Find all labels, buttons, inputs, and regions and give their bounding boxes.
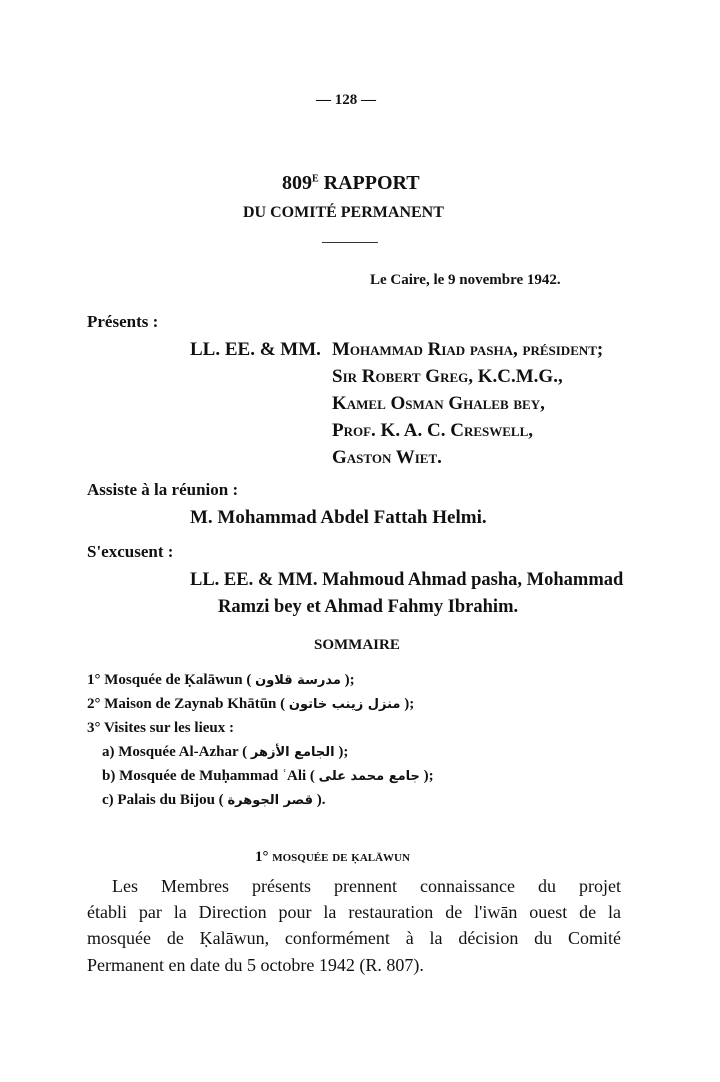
list-item bbox=[87, 721, 234, 736]
item-text: c) Palais du Bijou ( bbox=[102, 792, 224, 808]
item-text: a) Mosquée Al-Azhar ( bbox=[102, 744, 248, 760]
report-number-suffix: E bbox=[312, 173, 319, 185]
member: Kamel Osman Ghaleb bey, bbox=[332, 393, 545, 414]
item-text: b) Mosquée de Muḥammad ʿAli ( bbox=[102, 768, 315, 784]
item-text: 3° Visites sur les lieux : bbox=[87, 720, 234, 736]
paragraph-line: établi par la Direction pour la restauration de l'iwān ouest de la bbox=[87, 902, 621, 922]
assiste-name: M. Mohammad Abdel Fattah Helmi. bbox=[190, 507, 487, 528]
section-heading: 1° mosquée de ḳalāwun bbox=[255, 849, 410, 865]
item-arabic: قصر الجوهرة bbox=[227, 793, 314, 808]
item-end: ); bbox=[423, 768, 434, 784]
list-item bbox=[102, 745, 348, 760]
item-arabic: مدرسة قلاون bbox=[255, 673, 341, 688]
presents-prefix: LL. EE. & MM. bbox=[190, 339, 321, 360]
item-end: ); bbox=[404, 696, 415, 712]
paragraph-line: Les Membres présents prennent connaissance du projet bbox=[112, 876, 621, 896]
dateline: Le Caire, le 9 novembre 1942. bbox=[370, 272, 561, 288]
list-item bbox=[102, 793, 326, 808]
excusent-line: LL. EE. & MM. Mahmoud Ahmad pasha, Mohammad bbox=[190, 570, 624, 590]
item-arabic: جامع محمد على bbox=[318, 769, 420, 784]
excusent-line: Ramzi bey et Ahmad Fahmy Ibrahim. bbox=[218, 597, 519, 617]
list-item bbox=[87, 697, 414, 712]
member: Mohammad Riad pasha, président; bbox=[332, 339, 604, 360]
list-item bbox=[102, 769, 434, 784]
paragraph-line: mosquée de Ḳalāwun, conformément à la décision du Comité bbox=[87, 928, 621, 948]
list-item bbox=[87, 673, 355, 688]
member: Sir Robert Greg, K.C.M.G., bbox=[332, 366, 563, 387]
paragraph-line: Permanent en date du 5 octobre 1942 (R. 807). bbox=[87, 955, 424, 975]
item-text: 2° Maison de Zaynab Khātūn ( bbox=[87, 696, 286, 712]
item-arabic: منزل زينب خاتون bbox=[288, 697, 401, 712]
item-end: ); bbox=[338, 744, 349, 760]
member: Gaston Wiet. bbox=[332, 447, 442, 468]
member: Prof. K. A. C. Creswell, bbox=[332, 420, 533, 441]
item-end: ); bbox=[344, 672, 355, 688]
divider bbox=[322, 242, 378, 243]
excusent-label: S'excusent : bbox=[87, 542, 174, 561]
item-arabic: الجامع الأزهر bbox=[250, 745, 335, 760]
report-subtitle: DU COMITÉ PERMANENT bbox=[243, 204, 444, 221]
page-number: — 128 — bbox=[316, 92, 376, 108]
sommaire-heading: SOMMAIRE bbox=[314, 637, 400, 653]
assiste-label: Assiste à la réunion : bbox=[87, 480, 239, 499]
item-end: ). bbox=[316, 792, 326, 808]
item-text: 1° Mosquée de Ḳalāwun ( bbox=[87, 672, 252, 688]
report-title bbox=[282, 173, 420, 193]
presents-label: Présents : bbox=[87, 312, 159, 331]
report-word: RAPPORT bbox=[323, 172, 420, 194]
report-number: 809 bbox=[282, 172, 312, 194]
